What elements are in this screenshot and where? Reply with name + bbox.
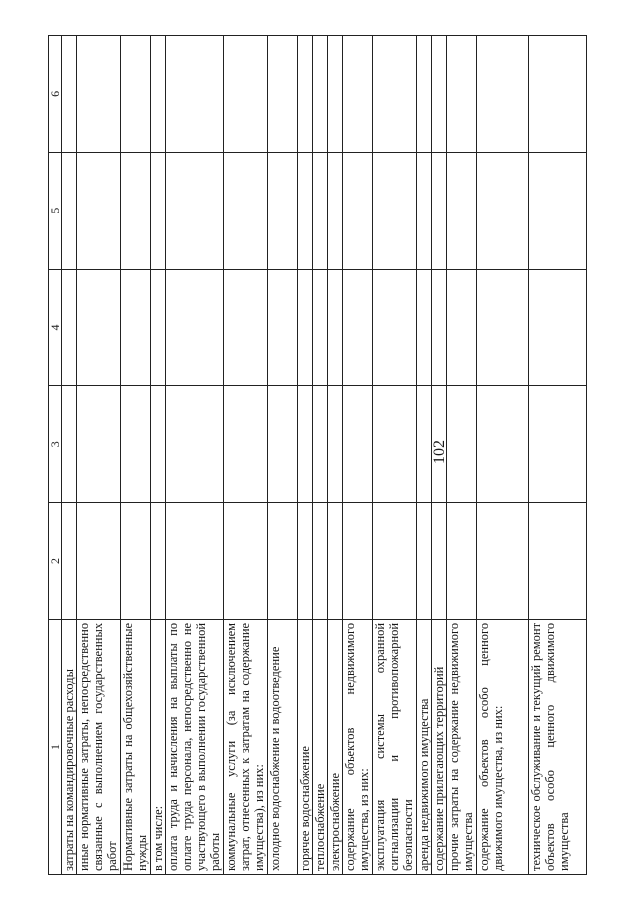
row-label: холодное водоснабжение и водоотведение (268, 619, 298, 874)
table-row (121, 36, 151, 875)
table-row (151, 36, 166, 875)
table-row (447, 36, 477, 875)
row-label: содержание объектов особо ценного движимого имущества, из них: (477, 619, 529, 874)
row-label: прочие затраты на содержание недвижимого имущества (447, 619, 477, 874)
table-row (268, 36, 298, 875)
row-label: аренда недвижимого имущества (417, 619, 432, 874)
column-number: 6 (49, 36, 62, 153)
table-row (166, 36, 224, 875)
row-label: техническое обслуживание и текущий ремонт объектов особо ценного движимого имущества (529, 619, 587, 874)
row-label: в том числе: (151, 619, 166, 874)
column-number: 4 (49, 269, 62, 386)
row-label: содержание прилегающих территорий (432, 619, 447, 874)
row-label: эксплуатация системы охранной сигнализации и противопожарной безопасности (373, 619, 417, 874)
cost-table (48, 35, 587, 875)
table-row (62, 36, 77, 875)
row-label: горячее водоснабжение (298, 619, 313, 874)
page-number: 102 (431, 440, 448, 464)
column-number-row (49, 36, 62, 875)
row-label: коммунальные услуги (за исключением затрат, отнесенных к затратам на содержание имущества), из них: (224, 619, 268, 874)
row-label: иные нормативные затраты, непосредственно связанные с выполнением государственных работ (77, 619, 121, 874)
table-row (477, 36, 529, 875)
table-row (417, 36, 432, 875)
row-label: оплата труда и начисления на выплаты по оплате труда персонала, непосредственно не участвующего в выполнении государственной работы (166, 619, 224, 874)
row-label: содержание объектов недвижимого имущества, из них: (343, 619, 373, 874)
table-row (432, 36, 447, 875)
table-row (343, 36, 373, 875)
column-number: 3 (49, 386, 62, 503)
table-row (224, 36, 268, 875)
row-label: Нормативные затраты на общехозяйственные нужды (121, 619, 151, 874)
column-number: 5 (49, 152, 62, 269)
rotated-table-container (48, 35, 623, 875)
table-row (298, 36, 313, 875)
table-row (313, 36, 328, 875)
table-row (373, 36, 417, 875)
row-label: электроснабжение (328, 619, 343, 874)
row-label: теплоснабжение (313, 619, 328, 874)
column-number: 1 (49, 619, 62, 874)
table-row (77, 36, 121, 875)
table-row (328, 36, 343, 875)
row-label: затраты на командировочные расходы (62, 619, 77, 874)
column-number: 2 (49, 503, 62, 620)
table-row (529, 36, 587, 875)
